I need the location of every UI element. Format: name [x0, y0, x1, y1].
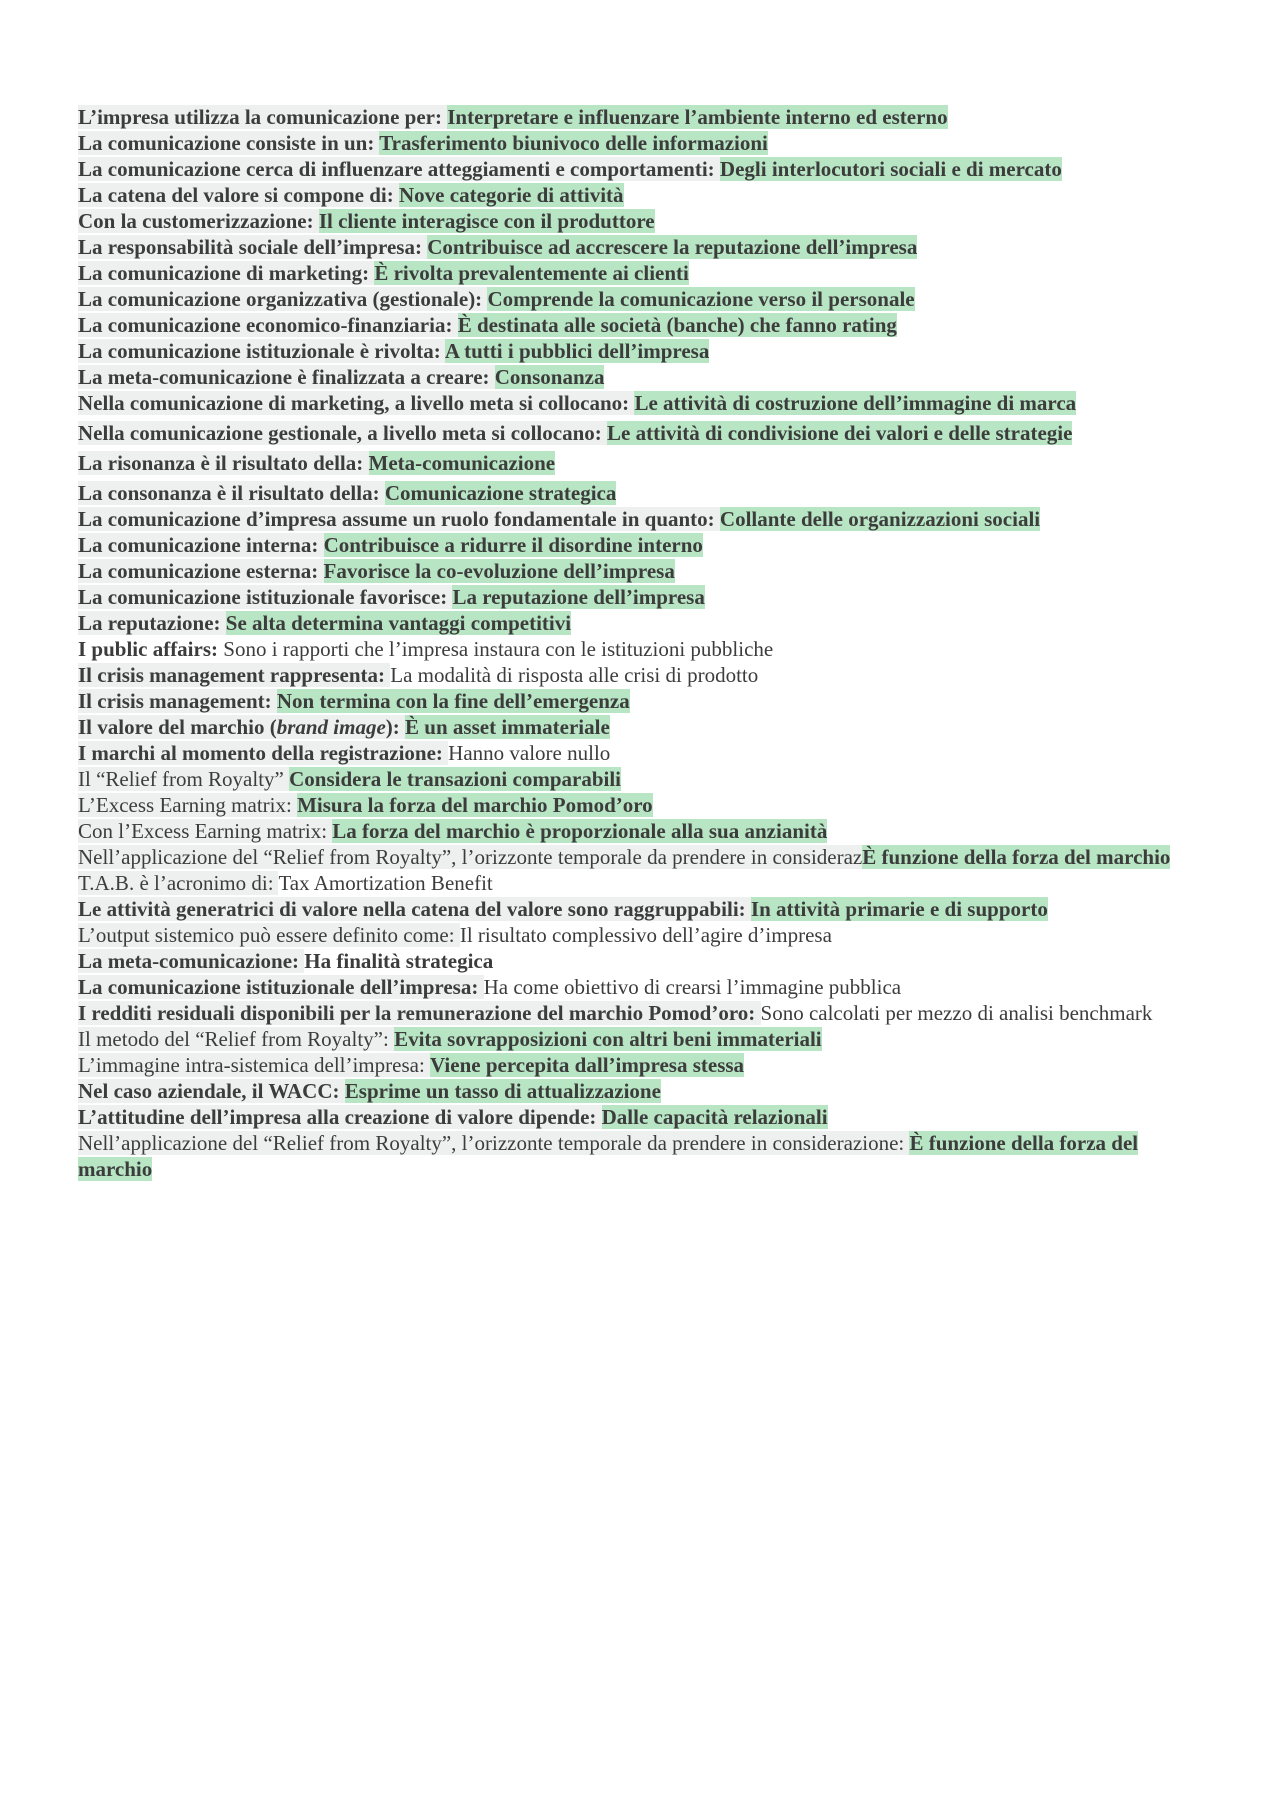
- qa-line-27: [78, 792, 1203, 818]
- qa-line-10: [78, 338, 1203, 364]
- answer: Se alta determina vantaggi competitivi: [225, 611, 572, 635]
- question: La comunicazione cerca di influenzare atteggiamenti e comportamenti:: [78, 157, 720, 181]
- question: Nella comunicazione di marketing, a livello meta si collocano:: [78, 391, 635, 415]
- answer: Considera le transazioni comparabili: [289, 767, 622, 791]
- answer: Misura la forza del marchio Pomod’oro: [297, 793, 653, 817]
- qa-line-11: [78, 364, 1203, 390]
- question: La comunicazione organizzativa (gestionale):: [78, 287, 488, 311]
- question: La comunicazione consiste in un:: [78, 131, 380, 155]
- answer: Meta-comunicazione: [368, 451, 556, 475]
- question: La catena del valore si compone di:: [78, 183, 400, 207]
- qa-line-1: [78, 104, 1203, 130]
- answer: Le attività di costruzione dell’immagine di marca: [634, 391, 1077, 415]
- answer: Non termina con la fine dell’emergenza: [276, 689, 630, 713]
- answer: Evita sovrapposizioni con altri beni immateriali: [394, 1027, 822, 1051]
- question: L’immagine intra-sistemica dell’impresa:: [78, 1053, 431, 1077]
- qa-line-9: [78, 312, 1203, 338]
- question: La comunicazione d’impresa assume un ruolo fondamentale in quanto:: [78, 507, 720, 531]
- question: L’output sistemico può essere definito come:: [78, 923, 460, 947]
- qa-line-14: [78, 450, 1203, 476]
- qa-line-13: [78, 420, 1203, 446]
- question: I redditi residuali disponibili per la remunerazione del marchio Pomod’oro:: [78, 1001, 761, 1025]
- question: La consonanza è il risultato della:: [78, 481, 385, 505]
- question: [78, 715, 405, 739]
- question-italic: brand image: [276, 715, 386, 739]
- answer: Contribuisce ad accrescere la reputazione dell’impresa: [427, 235, 918, 259]
- answer: Ha finalità strategica: [304, 949, 494, 973]
- question: Nel caso aziendale, il WACC:: [78, 1079, 345, 1103]
- qa-line-22: [78, 662, 1203, 688]
- question: La comunicazione interna:: [78, 533, 324, 557]
- question: L’attitudine dell’impresa alla creazione di valore dipende:: [78, 1105, 602, 1129]
- question: L’Excess Earning matrix:: [78, 793, 298, 817]
- question: Nella comunicazione gestionale, a livello meta si collocano:: [78, 421, 607, 445]
- qa-line-2: [78, 130, 1203, 156]
- qa-line-39: [78, 1104, 1203, 1130]
- qa-line-21: [78, 636, 1203, 662]
- qa-line-29: [78, 844, 1203, 870]
- qa-line-37: [78, 1052, 1203, 1078]
- question: Il crisis management:: [78, 689, 277, 713]
- answer: Il cliente interagisce con il produttore: [318, 209, 655, 233]
- qa-line-12: [78, 390, 1203, 416]
- qa-line-36: [78, 1026, 1203, 1052]
- question: T.A.B. è l’acronimo di:: [78, 871, 279, 895]
- qa-line-17: [78, 532, 1203, 558]
- qa-line-26: [78, 766, 1203, 792]
- question: Il “Relief from Royalty”: [78, 767, 290, 791]
- question: La reputazione:: [78, 611, 226, 635]
- question: Il metodo del “Relief from Royalty”:: [78, 1027, 395, 1051]
- question: Nell’applicazione del “Relief from Royalty”, l’orizzonte temporale da prendere in considerazione:: [78, 1131, 910, 1155]
- answer: A tutti i pubblici dell’impresa: [444, 339, 710, 363]
- question: La risonanza è il risultato della:: [78, 451, 369, 475]
- question: La comunicazione esterna:: [78, 559, 324, 583]
- qa-line-19: [78, 584, 1203, 610]
- question: I public affairs:: [78, 637, 224, 661]
- qa-line-18: [78, 558, 1203, 584]
- question: La comunicazione di marketing:: [78, 261, 375, 285]
- qa-line-28: [78, 818, 1203, 844]
- question: Con la customerizzazione:: [78, 209, 319, 233]
- question: La meta-comunicazione:: [78, 949, 305, 973]
- answer: Interpretare e influenzare l’ambiente interno ed esterno: [447, 105, 948, 129]
- document-body: [78, 104, 1203, 1182]
- answer: La reputazione dell’impresa: [452, 585, 705, 609]
- answer: In attività primarie e di supporto: [750, 897, 1048, 921]
- qa-line-34: [78, 974, 1203, 1000]
- question: La comunicazione istituzionale dell’impresa:: [78, 975, 484, 999]
- qa-line-23: [78, 688, 1203, 714]
- qa-line-5: [78, 208, 1203, 234]
- answer: È destinata alle società (banche) che fanno rating: [457, 313, 897, 337]
- question: La comunicazione istituzionale è rivolta:: [78, 339, 445, 363]
- qa-line-32: [78, 922, 1203, 948]
- answer: È rivolta prevalentemente ai clienti: [374, 261, 689, 285]
- answer: Sono calcolati per mezzo di analisi benchmark: [760, 1001, 1153, 1025]
- question: La comunicazione economico-finanziaria:: [78, 313, 458, 337]
- qa-line-31: [78, 896, 1203, 922]
- qa-line-38: [78, 1078, 1203, 1104]
- answer: Ha come obiettivo di crearsi l’immagine pubblica: [483, 975, 902, 999]
- qa-line-40: [78, 1130, 1203, 1182]
- question-suffix: ):: [385, 715, 406, 739]
- qa-line-4: [78, 182, 1203, 208]
- qa-line-25: [78, 740, 1203, 766]
- qa-line-7: [78, 260, 1203, 286]
- answer: Viene percepita dall’impresa stessa: [430, 1053, 745, 1077]
- answer: Le attività di condivisione dei valori e delle strategie: [607, 421, 1073, 445]
- answer: La modalità di risposta alle crisi di prodotto: [390, 663, 759, 687]
- answer: È un asset immateriale: [405, 715, 610, 739]
- qa-line-20: [78, 610, 1203, 636]
- question: Il crisis management rappresenta:: [78, 663, 391, 687]
- answer: Sono i rapporti che l’impresa instaura con le istituzioni pubbliche: [223, 637, 774, 661]
- qa-line-16: [78, 506, 1203, 532]
- qa-line-3: [78, 156, 1203, 182]
- answer: Tax Amortization Benefit: [278, 871, 493, 895]
- qa-line-35: [78, 1000, 1203, 1026]
- question: La responsabilità sociale dell’impresa:: [78, 235, 428, 259]
- answer: Contribuisce a ridurre il disordine interno: [323, 533, 703, 557]
- question: Con l’Excess Earning matrix:: [78, 819, 333, 843]
- qa-line-15: [78, 480, 1203, 506]
- question: La meta-comunicazione è finalizzata a creare:: [78, 365, 495, 389]
- answer: La forza del marchio è proporzionale alla sua anzianità: [332, 819, 828, 843]
- answer: Esprime un tasso di attualizzazione: [344, 1079, 661, 1103]
- answer: Il risultato complessivo dell’agire d’impresa: [459, 923, 832, 947]
- qa-line-33: [78, 948, 1203, 974]
- answer: Consonanza: [494, 365, 605, 389]
- question: La comunicazione istituzionale favorisce:: [78, 585, 453, 609]
- answer: Nove categorie di attività: [399, 183, 624, 207]
- answer: È funzione della forza del marchio: [78, 1131, 1139, 1181]
- question: Nell’applicazione del “Relief from Royalty”, l’orizzonte temporale da prendere in consideraz: [78, 845, 863, 869]
- answer: Comprende la comunicazione verso il personale: [487, 287, 915, 311]
- answer: Comunicazione strategica: [384, 481, 617, 505]
- answer: Trasferimento biunivoco delle informazioni: [379, 131, 768, 155]
- question: L’impresa utilizza la comunicazione per:: [78, 105, 448, 129]
- answer: È funzione della forza del marchio: [862, 845, 1171, 869]
- qa-line-8: [78, 286, 1203, 312]
- answer: Dalle capacità relazionali: [601, 1105, 828, 1129]
- qa-line-6: [78, 234, 1203, 260]
- qa-line-30: [78, 870, 1203, 896]
- qa-line-24: [78, 714, 1203, 740]
- answer: Collante delle organizzazioni sociali: [719, 507, 1041, 531]
- question: I marchi al momento della registrazione:: [78, 741, 449, 765]
- question-prefix: Il valore del marchio (: [78, 715, 277, 739]
- question: Le attività generatrici di valore nella catena del valore sono raggruppabili:: [78, 897, 751, 921]
- answer: Degli interlocutori sociali e di mercato: [719, 157, 1062, 181]
- answer: Hanno valore nullo: [448, 741, 611, 765]
- answer: Favorisce la co-evoluzione dell’impresa: [323, 559, 675, 583]
